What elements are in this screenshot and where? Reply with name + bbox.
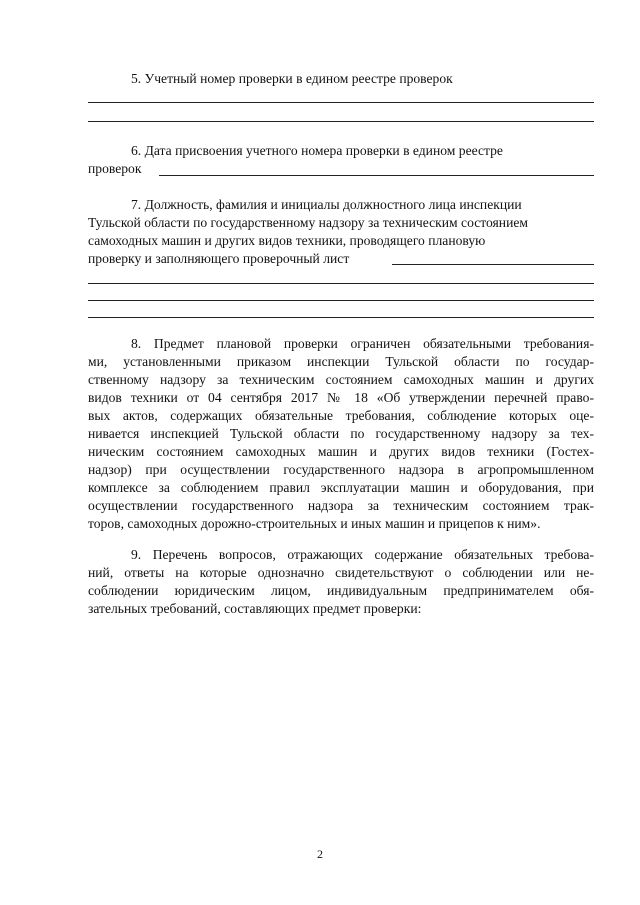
- section-7-line-2: Тульской области по государственному надзору за техническим состоянием: [88, 215, 528, 230]
- section-7-fill-line-3: [88, 317, 594, 318]
- section9-line: соблюдении юридическим лицом, индивидуальным предпринимателем обя-: [88, 583, 594, 598]
- section-6-heading-line-2: [88, 160, 141, 178]
- section-5-fill-line-2: [88, 121, 594, 122]
- section-5-fill-line-1: [88, 102, 594, 103]
- section-5-heading: 5. Учетный номер проверки в едином реестре проверок: [131, 71, 453, 86]
- section-7-fill-line-1: [88, 283, 594, 284]
- section-7-line-3: самоходных машин и других видов техники, проводящего плановую: [88, 233, 486, 248]
- section8-line: ственному надзору за техническим состоянием самоходных машин и других: [88, 372, 594, 387]
- section8-line: надзор) при осуществлении государственного надзора в агропромышленном: [88, 462, 594, 477]
- section-7-line-4: проверку и заполняющего проверочный лист: [88, 251, 350, 266]
- section-8-paragraph: [88, 335, 594, 533]
- section9-line: 9. Перечень вопросов, отражающих содержание обязательных требова-: [131, 547, 594, 562]
- section8-line: видов техники от 04 сентября 2017 № 18 «Об утверждении перечней право-: [88, 390, 594, 405]
- section-9-paragraph: [88, 546, 594, 618]
- section-6-label: проверок: [88, 161, 142, 176]
- section8-line: торов, самоходных дорожно-строительных и иных машин и прицепов к ним».: [88, 516, 541, 531]
- section-7-fill-line-2: [88, 300, 594, 301]
- section9-line: зательных требований, составляющих предмет проверки:: [88, 601, 422, 616]
- section-6-heading-line-1: 6. Дата присвоения учетного номера проверки в едином реестре: [131, 143, 503, 158]
- section8-line: осуществлении государственного надзора за техническим состоянием трак-: [88, 498, 594, 513]
- section-7-fill-line-inline: [392, 264, 594, 265]
- section8-line: комплексе за соблюдением правил эксплуатации машин и оборудования, при: [88, 480, 594, 495]
- section8-line: вых актов, содержащих обязательные требования, соблюдение которых оце-: [88, 408, 594, 423]
- section9-line: ний, ответы на которые однозначно свидетельствуют о соблюдении или не-: [88, 565, 594, 580]
- section8-line: ми, установленными приказом инспекции Тульской области по государ-: [88, 354, 594, 369]
- section8-line: нивается инспекцией Тульской области по государственному надзору за тех-: [88, 426, 594, 441]
- section-6-fill-line: [159, 175, 594, 176]
- section-7-line-1: 7. Должность, фамилия и инициалы должностного лица инспекции: [131, 197, 522, 212]
- page-number: 2: [317, 847, 323, 861]
- section8-line: ническим состоянием самоходных машин и других видов техники (Гостех-: [88, 444, 594, 459]
- section8-line: 8. Предмет плановой проверки ограничен обязательными требования-: [131, 336, 594, 351]
